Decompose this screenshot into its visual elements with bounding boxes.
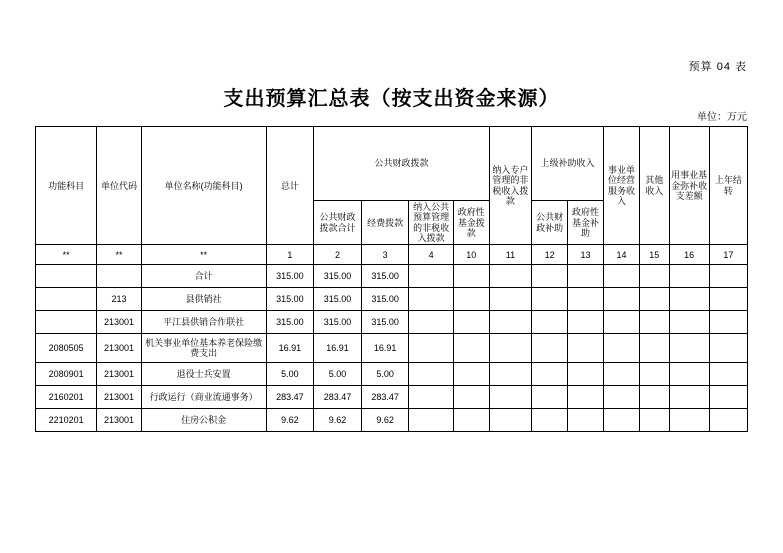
form-code: 预算 04 表	[688, 61, 747, 73]
cell-unit-name: 行政运行（商业流通事务）	[141, 386, 266, 409]
cell-carryover	[709, 386, 747, 409]
cell-pf-fund: 5.00	[361, 363, 409, 386]
colnum-3: **	[141, 245, 266, 265]
cell-unit-code: 213001	[97, 386, 141, 409]
cell-unit-code: 213001	[97, 363, 141, 386]
cell-special-nontax	[489, 288, 531, 311]
cell-pf-fund: 315.00	[361, 311, 409, 334]
cell-superior-gov-fund	[568, 265, 604, 288]
cell-gov-fund	[453, 288, 489, 311]
cell-other-income	[639, 409, 669, 432]
colnum-6: 3	[361, 245, 409, 265]
cell-unit-code: 213001	[97, 334, 141, 363]
col-header-total: 总计	[266, 127, 314, 245]
cell-total: 315.00	[266, 288, 314, 311]
cell-carryover	[709, 311, 747, 334]
cell-total: 283.47	[266, 386, 314, 409]
cell-special-nontax	[489, 265, 531, 288]
cell-superior-gov-fund	[568, 409, 604, 432]
cell-superior-pf	[532, 386, 568, 409]
cell-superior-pf	[532, 311, 568, 334]
col-header-unit-code: 单位代码	[97, 127, 141, 245]
cell-superior-gov-fund	[568, 334, 604, 363]
cell-superior-pf	[532, 288, 568, 311]
cell-function-code: 2080505	[36, 334, 97, 363]
cell-gov-fund	[453, 386, 489, 409]
cell-fund-offset	[669, 409, 709, 432]
colnum-10: 12	[532, 245, 568, 265]
cell-special-nontax	[489, 334, 531, 363]
colnum-13: 15	[639, 245, 669, 265]
cell-function-code	[36, 288, 97, 311]
colnum-7: 4	[409, 245, 453, 265]
cell-gov-fund	[453, 409, 489, 432]
cell-pf-fund: 9.62	[361, 409, 409, 432]
cell-pf-fund: 315.00	[361, 265, 409, 288]
cell-total: 5.00	[266, 363, 314, 386]
cell-carryover	[709, 363, 747, 386]
group-header-public-finance: 公共财政拨款	[314, 127, 490, 201]
cell-total: 16.91	[266, 334, 314, 363]
cell-special-nontax	[489, 386, 531, 409]
cell-gov-fund	[453, 334, 489, 363]
cell-business-income	[604, 409, 640, 432]
cell-superior-gov-fund	[568, 363, 604, 386]
cell-other-income	[639, 334, 669, 363]
cell-business-income	[604, 363, 640, 386]
table-row	[36, 265, 748, 288]
table-row	[36, 386, 748, 409]
cell-fund-offset	[669, 334, 709, 363]
cell-function-code: 2210201	[36, 409, 97, 432]
cell-business-income	[604, 386, 640, 409]
cell-total: 315.00	[266, 311, 314, 334]
cell-pf-nontax	[409, 386, 453, 409]
cell-pf-fund: 283.47	[361, 386, 409, 409]
cell-unit-name: 平江县供销合作联社	[141, 311, 266, 334]
cell-other-income	[639, 386, 669, 409]
cell-pf-total: 315.00	[314, 265, 362, 288]
cell-total: 315.00	[266, 265, 314, 288]
col-header-business-income: 事业单位经营服务收入	[604, 127, 640, 245]
cell-carryover	[709, 265, 747, 288]
page-title: 支出预算汇总表（按支出资金来源）	[223, 88, 560, 110]
cell-function-code: 2160201	[36, 386, 97, 409]
cell-gov-fund	[453, 311, 489, 334]
cell-unit-name: 住房公积金	[141, 409, 266, 432]
cell-gov-fund	[453, 363, 489, 386]
cell-unit-name: 机关事业单位基本养老保险缴费支出	[141, 334, 266, 363]
colnum-8: 10	[453, 245, 489, 265]
cell-gov-fund	[453, 265, 489, 288]
cell-pf-nontax	[409, 288, 453, 311]
cell-pf-nontax	[409, 265, 453, 288]
colnum-2: **	[97, 245, 141, 265]
cell-unit-code: 213001	[97, 311, 141, 334]
col-header-superior-gov-fund: 政府性基金补助	[568, 201, 604, 245]
table-body	[36, 265, 748, 432]
cell-special-nontax	[489, 409, 531, 432]
colnum-14: 16	[669, 245, 709, 265]
cell-pf-total: 315.00	[314, 311, 362, 334]
cell-pf-total: 16.91	[314, 334, 362, 363]
colnum-12: 14	[604, 245, 640, 265]
col-header-gov-fund: 政府性基金拨款	[453, 201, 489, 245]
cell-superior-pf	[532, 363, 568, 386]
cell-carryover	[709, 334, 747, 363]
table-row	[36, 288, 748, 311]
cell-superior-pf	[532, 334, 568, 363]
cell-pf-nontax	[409, 363, 453, 386]
column-number-row	[36, 245, 748, 265]
cell-other-income	[639, 363, 669, 386]
cell-special-nontax	[489, 311, 531, 334]
cell-fund-offset	[669, 265, 709, 288]
table-row	[36, 363, 748, 386]
cell-superior-pf	[532, 265, 568, 288]
col-header-pf-fund: 经费拨款	[361, 201, 409, 245]
colnum-5: 2	[314, 245, 362, 265]
col-header-unit-name: 单位名称(功能科目)	[141, 127, 266, 245]
table-row	[36, 311, 748, 334]
col-header-fund-offset: 用事业基金弥补收支差额	[669, 127, 709, 245]
cell-pf-total: 9.62	[314, 409, 362, 432]
cell-unit-code: 213001	[97, 409, 141, 432]
cell-carryover	[709, 288, 747, 311]
cell-unit-code	[97, 265, 141, 288]
cell-superior-pf	[532, 409, 568, 432]
unit-note: 单位：万元	[697, 112, 747, 123]
cell-function-code	[36, 311, 97, 334]
cell-fund-offset	[669, 386, 709, 409]
colnum-4: 1	[266, 245, 314, 265]
cell-fund-offset	[669, 311, 709, 334]
cell-superior-gov-fund	[568, 288, 604, 311]
table-row	[36, 334, 748, 363]
cell-other-income	[639, 311, 669, 334]
budget-table	[35, 126, 748, 432]
table-row	[36, 409, 748, 432]
cell-function-code: 2080901	[36, 363, 97, 386]
col-header-pf-nontax: 纳入公共预算管理的非税收入拨款	[409, 201, 453, 245]
cell-superior-gov-fund	[568, 386, 604, 409]
cell-unit-name: 退役士兵安置	[141, 363, 266, 386]
col-header-pf-total: 公共财政拨款合计	[314, 201, 362, 245]
col-header-special-nontax: 纳入专户管理的非税收入拨款	[489, 127, 531, 245]
cell-other-income	[639, 265, 669, 288]
cell-pf-total: 5.00	[314, 363, 362, 386]
group-header-superior-subsidy: 上级补助收入	[532, 127, 604, 201]
colnum-1: **	[36, 245, 97, 265]
cell-fund-offset	[669, 288, 709, 311]
cell-unit-code: 213	[97, 288, 141, 311]
cell-pf-fund: 315.00	[361, 288, 409, 311]
cell-pf-nontax	[409, 409, 453, 432]
colnum-15: 17	[709, 245, 747, 265]
cell-total: 9.62	[266, 409, 314, 432]
colnum-9: 11	[489, 245, 531, 265]
cell-pf-fund: 16.91	[361, 334, 409, 363]
colnum-11: 13	[568, 245, 604, 265]
cell-pf-total: 315.00	[314, 288, 362, 311]
cell-pf-nontax	[409, 334, 453, 363]
cell-carryover	[709, 409, 747, 432]
cell-unit-name: 县供销社	[141, 288, 266, 311]
cell-pf-total: 283.47	[314, 386, 362, 409]
cell-other-income	[639, 288, 669, 311]
cell-business-income	[604, 288, 640, 311]
col-header-other-income: 其他收入	[639, 127, 669, 245]
cell-unit-name: 合计	[141, 265, 266, 288]
col-header-superior-pf: 公共财政补助	[532, 201, 568, 245]
col-header-carryover: 上年结转	[709, 127, 747, 245]
cell-special-nontax	[489, 363, 531, 386]
col-header-function-code: 功能科目	[36, 127, 97, 245]
cell-superior-gov-fund	[568, 311, 604, 334]
cell-business-income	[604, 265, 640, 288]
cell-business-income	[604, 334, 640, 363]
cell-business-income	[604, 311, 640, 334]
cell-pf-nontax	[409, 311, 453, 334]
cell-fund-offset	[669, 363, 709, 386]
cell-function-code	[36, 265, 97, 288]
